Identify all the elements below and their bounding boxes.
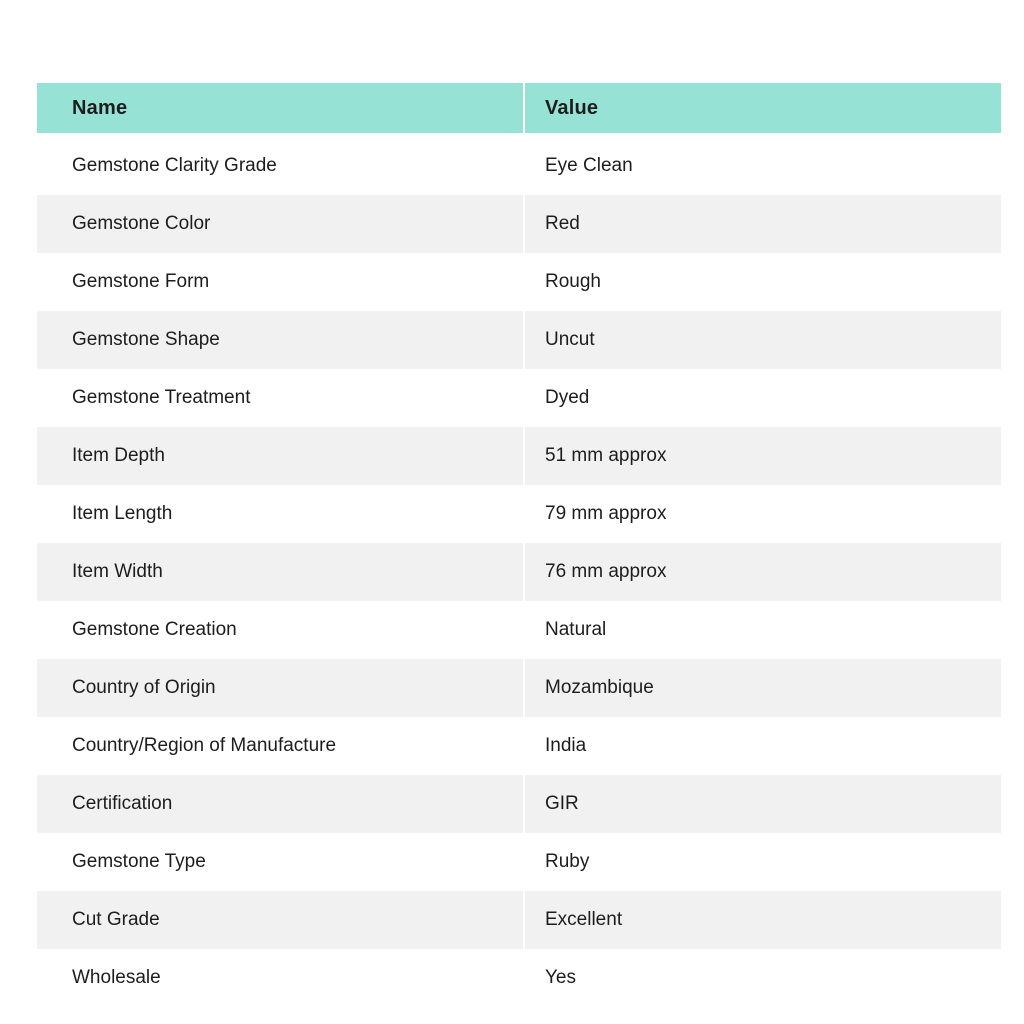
spec-value-cell: Excellent — [525, 891, 1001, 949]
column-header-value: Value — [525, 83, 1001, 133]
spec-value-cell: Uncut — [525, 311, 1001, 369]
spec-name-cell: Gemstone Clarity Grade — [37, 137, 523, 195]
table-row — [37, 485, 1001, 543]
spec-name-cell: Certification — [37, 775, 523, 833]
table-row — [37, 311, 1001, 369]
spec-value-cell: Mozambique — [525, 659, 1001, 717]
spec-name-cell: Item Depth — [37, 427, 523, 485]
column-header-name: Name — [37, 83, 523, 133]
table-row — [37, 137, 1001, 195]
spec-name-cell: Gemstone Color — [37, 195, 523, 253]
item-specifics-table — [37, 83, 1001, 1007]
table-row — [37, 195, 1001, 253]
table-row — [37, 775, 1001, 833]
table-row — [37, 833, 1001, 891]
spec-name-cell: Gemstone Form — [37, 253, 523, 311]
spec-value-cell: Rough — [525, 253, 1001, 311]
table-row — [37, 949, 1001, 1007]
table-header-row — [37, 83, 1001, 133]
spec-value-cell: 51 mm approx — [525, 427, 1001, 485]
spec-value-cell: GIR — [525, 775, 1001, 833]
spec-name-cell: Cut Grade — [37, 891, 523, 949]
table-row — [37, 543, 1001, 601]
spec-value-cell: 79 mm approx — [525, 485, 1001, 543]
spec-value-cell: Ruby — [525, 833, 1001, 891]
spec-name-cell: Country/Region of Manufacture — [37, 717, 523, 775]
table-row — [37, 891, 1001, 949]
spec-value-cell: Yes — [525, 949, 1001, 1007]
spec-value-cell: India — [525, 717, 1001, 775]
spec-name-cell: Item Length — [37, 485, 523, 543]
spec-value-cell: Eye Clean — [525, 137, 1001, 195]
spec-name-cell: Gemstone Type — [37, 833, 523, 891]
table-row — [37, 427, 1001, 485]
table-row — [37, 601, 1001, 659]
table-row — [37, 717, 1001, 775]
table-row — [37, 659, 1001, 717]
spec-value-cell: Red — [525, 195, 1001, 253]
spec-value-cell: 76 mm approx — [525, 543, 1001, 601]
spec-value-cell: Dyed — [525, 369, 1001, 427]
spec-name-cell: Gemstone Treatment — [37, 369, 523, 427]
table-row — [37, 369, 1001, 427]
table-body — [37, 137, 1001, 1007]
spec-name-cell: Item Width — [37, 543, 523, 601]
spec-name-cell: Gemstone Creation — [37, 601, 523, 659]
spec-name-cell: Wholesale — [37, 949, 523, 1007]
spec-name-cell: Country of Origin — [37, 659, 523, 717]
table-row — [37, 253, 1001, 311]
spec-name-cell: Gemstone Shape — [37, 311, 523, 369]
spec-value-cell: Natural — [525, 601, 1001, 659]
